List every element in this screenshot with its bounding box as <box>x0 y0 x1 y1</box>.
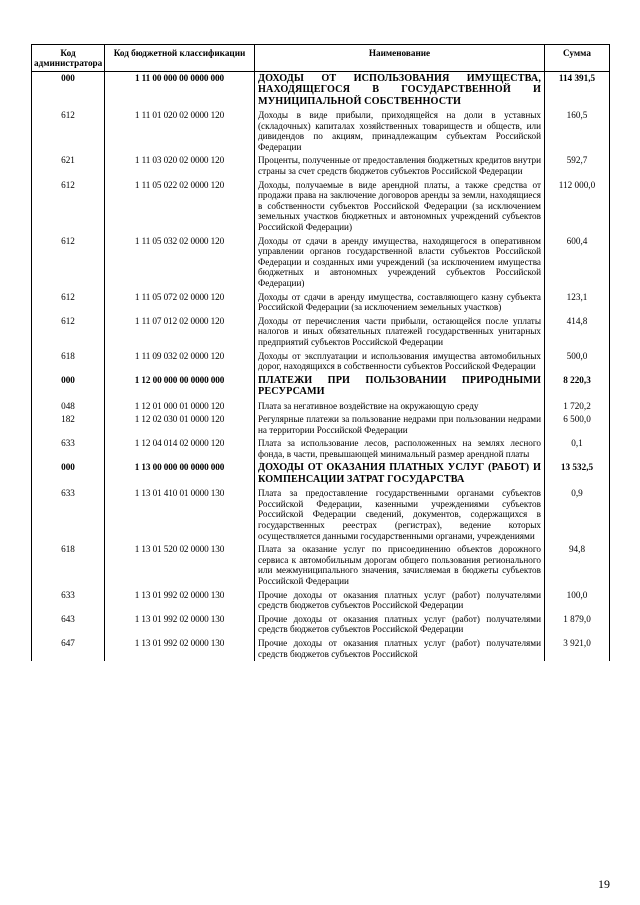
row-classification-code: 1 13 01 992 02 0000 130 <box>105 589 255 613</box>
row-name: Прочие доходы от оказания платных услуг (работ) получателями средств бюджетов субъектов Российской Федерации <box>255 613 545 637</box>
table-row <box>32 154 610 178</box>
table-header <box>32 45 610 72</box>
row-admin-code: 182 <box>32 413 105 437</box>
row-amount: 112 000,0 <box>545 179 610 235</box>
header-budget-classification-code: Код бюджетной классификации <box>105 45 255 72</box>
row-amount: 8 220,3 <box>545 374 610 400</box>
row-name: Плата за оказание услуг по присоединению объектов дорожного сервиса к автомобильным дорогам общего пользования регионального или межмуниципального значения, зачисляемая в бюджеты субъектов Российской Федерации <box>255 543 545 588</box>
row-name: Плата за использование лесов, расположенных на землях лесного фонда, в части, превышающей минимальный размер арендной платы <box>255 437 545 461</box>
row-name: Прочие доходы от оказания платных услуг (работ) получателями средств бюджетов субъектов Российской <box>255 637 545 661</box>
table-row <box>32 350 610 374</box>
row-amount: 13 532,5 <box>545 461 610 487</box>
table-row <box>32 543 610 588</box>
row-name: Доходы, получаемые в виде арендной платы, а также средства от продажи права на заключение договоров аренды за земли, находящиеся в собственности субъектов Российской Федерации (за исключением земельных участков бюджетных и автономных учреждений субъектов Российской Федерации) <box>255 179 545 235</box>
row-classification-code: 1 11 03 020 02 0000 120 <box>105 154 255 178</box>
row-admin-code: 612 <box>32 235 105 291</box>
row-amount: 6 500,0 <box>545 413 610 437</box>
row-classification-code: 1 11 07 012 02 0000 120 <box>105 315 255 350</box>
table-row <box>32 637 610 661</box>
row-admin-code: 612 <box>32 315 105 350</box>
row-classification-code: 1 12 02 030 01 0000 120 <box>105 413 255 437</box>
row-admin-code: 618 <box>32 543 105 588</box>
row-name: ДОХОДЫ ОТ ИСПОЛЬЗОВАНИЯ ИМУЩЕСТВА, НАХОДЯЩЕГОСЯ В ГОСУДАРСТВЕННОЙ И МУНИЦИПАЛЬНОЙ СОБСТВЕННОСТИ <box>255 71 545 109</box>
row-classification-code: 1 12 00 000 00 0000 000 <box>105 374 255 400</box>
row-classification-code: 1 13 01 520 02 0000 130 <box>105 543 255 588</box>
table-row-group <box>32 374 610 400</box>
table-row <box>32 109 610 154</box>
row-admin-code: 000 <box>32 71 105 109</box>
row-amount: 1 720,2 <box>545 400 610 414</box>
row-amount: 160,5 <box>545 109 610 154</box>
row-amount: 123,1 <box>545 291 610 315</box>
row-name: Доходы от перечисления части прибыли, остающейся после уплаты налогов и иных обязательных платежей государственных унитарных предприятий субъектов Российской Федерации <box>255 315 545 350</box>
row-name: Проценты, полученные от предоставления бюджетных кредитов внутри страны за счет средств бюджетов субъектов Российской Федерации <box>255 154 545 178</box>
table-row <box>32 437 610 461</box>
page-number: 19 <box>598 877 610 891</box>
row-admin-code: 633 <box>32 589 105 613</box>
row-classification-code: 1 11 01 020 02 0000 120 <box>105 109 255 154</box>
row-name: ДОХОДЫ ОТ ОКАЗАНИЯ ПЛАТНЫХ УСЛУГ (РАБОТ) И КОМПЕНСАЦИИ ЗАТРАТ ГОСУДАРСТВА <box>255 461 545 487</box>
header-admin-code: Код администратора <box>32 45 105 72</box>
table-row-group <box>32 71 610 109</box>
row-classification-code: 1 11 05 032 02 0000 120 <box>105 235 255 291</box>
row-classification-code: 1 11 05 072 02 0000 120 <box>105 291 255 315</box>
row-classification-code: 1 13 01 992 02 0000 130 <box>105 637 255 661</box>
row-amount: 500,0 <box>545 350 610 374</box>
table-row <box>32 315 610 350</box>
row-admin-code: 000 <box>32 461 105 487</box>
row-admin-code: 643 <box>32 613 105 637</box>
row-admin-code: 048 <box>32 400 105 414</box>
row-name: Регулярные платежи за пользование недрами при пользовании недрами на территории Российской Федерации <box>255 413 545 437</box>
row-classification-code: 1 11 00 000 00 0000 000 <box>105 71 255 109</box>
row-amount: 592,7 <box>545 154 610 178</box>
row-classification-code: 1 12 04 014 02 0000 120 <box>105 437 255 461</box>
row-admin-code: 000 <box>32 374 105 400</box>
row-name: Плата за предоставление государственными органами субъектов Российской Федерации, казенными учреждениями субъектов Российской Федерации сведений, документов, содержащихся в государственных реестрах (регистрах), ведение которых осуществляется данными государственными органами, учреждениями <box>255 487 545 543</box>
row-name: Доходы от эксплуатации и использования имущества автомобильных дорог, находящихся в собственности субъектов Российской Федерации <box>255 350 545 374</box>
row-classification-code: 1 13 00 000 00 0000 000 <box>105 461 255 487</box>
row-name: Доходы от сдачи в аренду имущества, составляющего казну субъекта Российской Федерации (за исключением земельных участков) <box>255 291 545 315</box>
row-name: Прочие доходы от оказания платных услуг (работ) получателями средств бюджетов субъектов Российской Федерации <box>255 589 545 613</box>
table-row <box>32 235 610 291</box>
row-amount: 0,1 <box>545 437 610 461</box>
row-amount: 3 921,0 <box>545 637 610 661</box>
row-amount: 1 879,0 <box>545 613 610 637</box>
budget-revenue-table <box>31 44 610 661</box>
row-name: ПЛАТЕЖИ ПРИ ПОЛЬЗОВАНИИ ПРИРОДНЫМИ РЕСУРСАМИ <box>255 374 545 400</box>
table-row <box>32 487 610 543</box>
table-row-group <box>32 461 610 487</box>
row-classification-code: 1 13 01 410 01 0000 130 <box>105 487 255 543</box>
row-amount: 100,0 <box>545 589 610 613</box>
row-amount: 94,8 <box>545 543 610 588</box>
table-row <box>32 179 610 235</box>
row-classification-code: 1 11 09 032 02 0000 120 <box>105 350 255 374</box>
row-admin-code: 618 <box>32 350 105 374</box>
header-name: Наименование <box>255 45 545 72</box>
header-amount: Сумма <box>545 45 610 72</box>
row-admin-code: 612 <box>32 179 105 235</box>
row-admin-code: 633 <box>32 437 105 461</box>
table-row <box>32 400 610 414</box>
row-name: Плата за негативное воздействие на окружающую среду <box>255 400 545 414</box>
row-classification-code: 1 11 05 022 02 0000 120 <box>105 179 255 235</box>
table-row <box>32 613 610 637</box>
table-row <box>32 291 610 315</box>
row-admin-code: 621 <box>32 154 105 178</box>
row-amount: 600,4 <box>545 235 610 291</box>
row-admin-code: 633 <box>32 487 105 543</box>
row-classification-code: 1 12 01 000 01 0000 120 <box>105 400 255 414</box>
row-amount: 114 391,5 <box>545 71 610 109</box>
row-admin-code: 612 <box>32 109 105 154</box>
table-body <box>32 71 610 661</box>
row-admin-code: 647 <box>32 637 105 661</box>
row-amount: 0,9 <box>545 487 610 543</box>
table-row <box>32 589 610 613</box>
row-name: Доходы от сдачи в аренду имущества, находящегося в оперативном управлении органов государственной власти субъектов Российской Федерации и созданных ими учреждений (за исключением имущества бюджетных и автономных учреждений субъектов Российской Федерации) <box>255 235 545 291</box>
row-name: Доходы в виде прибыли, приходящейся на доли в уставных (складочных) капиталах хозяйственных товариществ и обществ, или дивидендов по акциям, принадлежащим субъектам Российской Федерации <box>255 109 545 154</box>
row-admin-code: 612 <box>32 291 105 315</box>
table-row <box>32 413 610 437</box>
row-amount: 414,8 <box>545 315 610 350</box>
row-classification-code: 1 13 01 992 02 0000 130 <box>105 613 255 637</box>
